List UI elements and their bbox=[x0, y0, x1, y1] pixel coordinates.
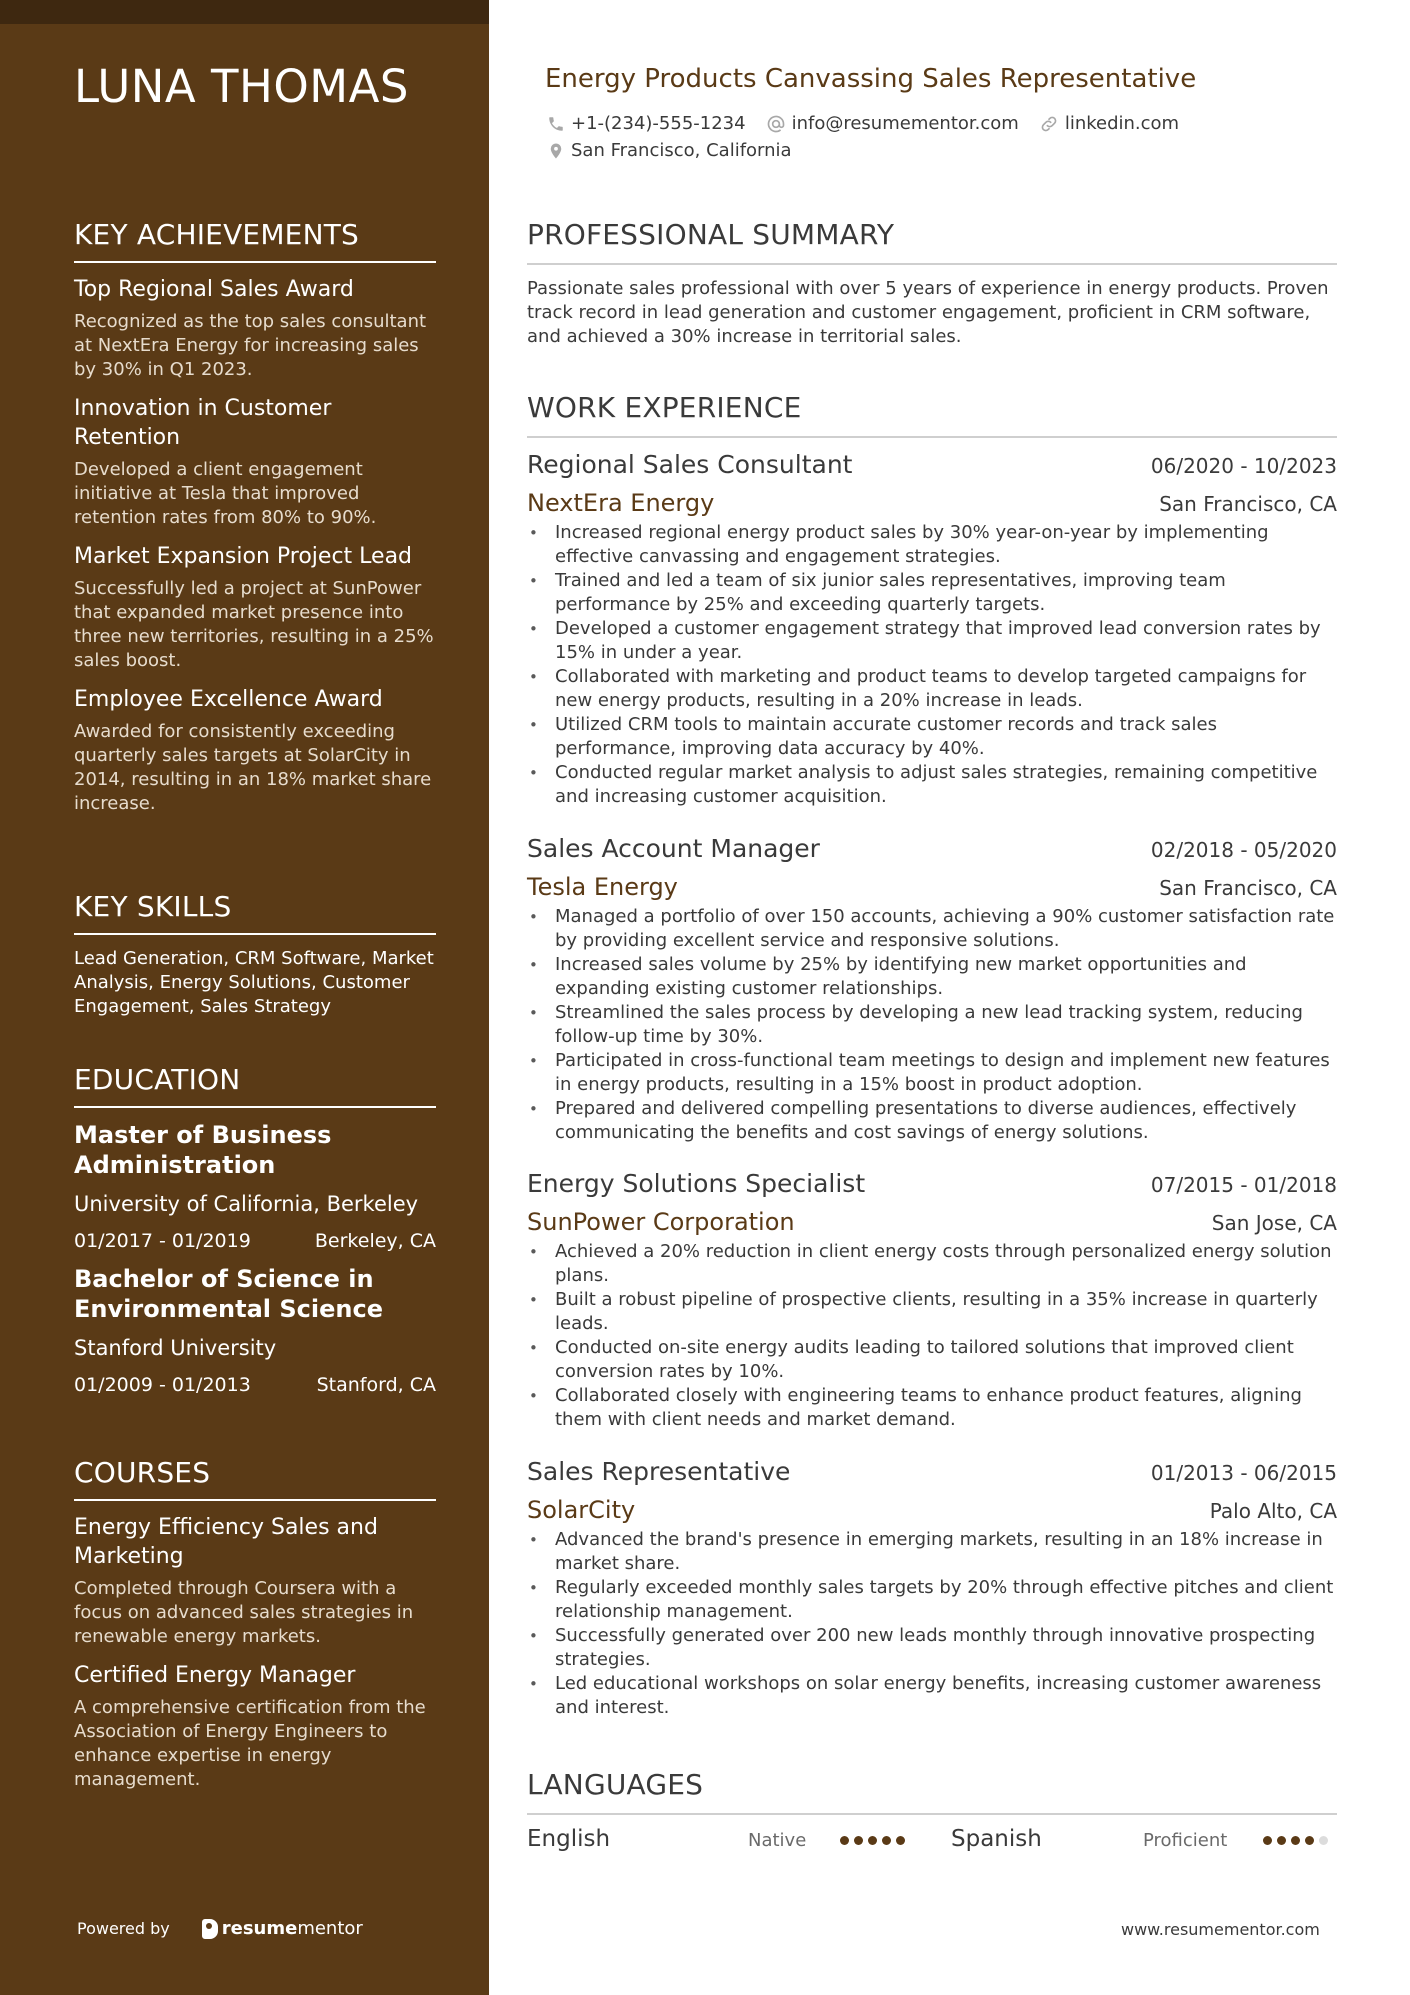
course-item bbox=[74, 1513, 436, 1649]
job-role: Regional Sales Consultant bbox=[527, 450, 853, 479]
summary-text: Passionate sales professional with over 5 years of experience in energy products. Proven track record in lead generation and customer engagement, proficient in CRM software, and achieved a 30% increase in territorial sales. bbox=[527, 278, 1329, 347]
logo-text-rest: mentor bbox=[297, 1918, 363, 1939]
course-item bbox=[74, 1661, 436, 1792]
course-title: Certified Energy Manager bbox=[74, 1663, 356, 1688]
job-entry bbox=[527, 834, 1337, 1145]
contact-location bbox=[547, 140, 792, 161]
rating-dot-empty bbox=[1319, 1836, 1328, 1845]
education-degree: Master of Business Administration bbox=[74, 1121, 332, 1179]
contact-phone[interactable] bbox=[547, 113, 746, 134]
job-role: Sales Representative bbox=[527, 1457, 791, 1486]
achievement-desc: Successfully led a project at SunPower that expanded market presence into three new territories, resulting in a 25% sales boost. bbox=[74, 578, 434, 671]
job-company-row bbox=[527, 873, 1337, 901]
job-bullet: • Prepared and delivered compelling presentations to diverse audiences, effectively communicating the benefits and cost savings of energy solutions. bbox=[527, 1097, 1337, 1145]
job-bullet: • Increased sales volume by 25% by identifying new market opportunities and expanding existing customer relationships. bbox=[527, 953, 1337, 1001]
rating-dot-filled bbox=[1277, 1836, 1286, 1845]
job-bullet: • Utilized CRM tools to maintain accurate customer records and track sales performance, improving data accuracy by 40%. bbox=[527, 713, 1337, 761]
achievement-title: Innovation in Customer Retention bbox=[74, 396, 332, 450]
achievement-title: Market Expansion Project Lead bbox=[74, 544, 413, 569]
footer-url[interactable]: www.resumementor.com bbox=[1121, 1920, 1320, 1939]
job-entry bbox=[527, 1169, 1337, 1432]
education-school: Stanford University bbox=[74, 1336, 277, 1360]
language-name: Spanish bbox=[951, 1826, 1042, 1852]
experience-title: WORK EXPERIENCE bbox=[527, 391, 1337, 438]
job-bullet: • Trained and led a team of six junior sales representatives, improving team performance by 25% and exceeding quarterly targets. bbox=[527, 569, 1337, 617]
contact-email[interactable] bbox=[766, 113, 1019, 134]
courses-section bbox=[74, 1456, 436, 1792]
skills-list: Lead Generation, CRM Software, Market Analysis, Energy Solutions, Customer Engagement, Sales Strategy bbox=[74, 948, 434, 1017]
achievement-desc: Awarded for consistently exceeding quarterly sales targets at SolarCity in 2014, resulting in an 18% market share increase. bbox=[74, 721, 432, 814]
linkedin-text: linkedin.com bbox=[1064, 113, 1180, 134]
rating-dot-filled bbox=[854, 1836, 863, 1845]
language-level: Proficient bbox=[1143, 1830, 1228, 1851]
language-name: English bbox=[527, 1826, 611, 1852]
job-bullets bbox=[527, 905, 1337, 1145]
achievement-item bbox=[74, 542, 436, 673]
job-company-row bbox=[527, 1208, 1337, 1236]
achievements-section bbox=[74, 218, 436, 816]
education-meta bbox=[74, 1230, 436, 1252]
job-dates: 07/2015 - 01/2018 bbox=[1150, 1173, 1337, 1197]
job-header bbox=[527, 1169, 1337, 1198]
job-entry bbox=[527, 450, 1337, 809]
location-text: San Francisco, California bbox=[571, 140, 792, 161]
job-role: Energy Solutions Specialist bbox=[527, 1169, 866, 1198]
job-header bbox=[527, 1457, 1337, 1486]
job-dates: 01/2013 - 06/2015 bbox=[1150, 1461, 1337, 1485]
job-bullet: • Streamlined the sales process by developing a new lead tracking system, reducing follow-up time by 30%. bbox=[527, 1001, 1337, 1049]
job-company: Tesla Energy bbox=[527, 873, 678, 901]
education-dates: 01/2017 - 01/2019 bbox=[74, 1230, 251, 1252]
achievement-title: Employee Excellence Award bbox=[74, 687, 383, 712]
job-bullet: • Increased regional energy product sales by 30% year-on-year by implementing effective canvassing and engagement strategies. bbox=[527, 521, 1337, 569]
course-desc: A comprehensive certification from the Association of Energy Engineers to enhance expertise in energy management. bbox=[74, 1697, 426, 1790]
job-bullet: • Built a robust pipeline of prospective clients, resulting in a 35% increase in quarterly leads. bbox=[527, 1288, 1337, 1336]
job-bullet: • Developed a customer engagement strategy that improved lead conversion rates by 15% in under a year. bbox=[527, 617, 1337, 665]
job-company-row bbox=[527, 1496, 1337, 1524]
location-pin-icon bbox=[547, 141, 565, 161]
education-location: Stanford, CA bbox=[316, 1374, 436, 1396]
contact-row bbox=[547, 113, 1199, 134]
rating-dot-filled bbox=[1263, 1836, 1272, 1845]
job-bullet: • Advanced the brand's presence in emerging markets, resulting in an 18% increase in market share. bbox=[527, 1528, 1337, 1576]
job-bullet: • Achieved a 20% reduction in client energy costs through personalized energy solution plans. bbox=[527, 1240, 1337, 1288]
job-bullet: • Participated in cross-functional team meetings to design and implement new features in energy products, resulting in a 15% boost in product adoption. bbox=[527, 1049, 1337, 1097]
education-title: EDUCATION bbox=[74, 1063, 436, 1108]
at-icon bbox=[766, 114, 786, 134]
link-icon bbox=[1039, 114, 1059, 134]
education-meta bbox=[74, 1374, 436, 1396]
languages-section bbox=[527, 1768, 1337, 1815]
job-role: Sales Account Manager bbox=[527, 834, 820, 863]
education-school: University of California, Berkeley bbox=[74, 1192, 419, 1216]
contact-row-2 bbox=[547, 140, 812, 161]
job-bullets bbox=[527, 521, 1337, 809]
education-item bbox=[74, 1120, 436, 1252]
education-item bbox=[74, 1264, 436, 1396]
job-bullet: • Managed a portfolio of over 150 accounts, achieving a 90% customer satisfaction rate by providing excellent service and responsive solutions. bbox=[527, 905, 1337, 953]
job-header bbox=[527, 834, 1337, 863]
skills-section bbox=[74, 890, 436, 1019]
achievement-item bbox=[74, 394, 436, 530]
job-bullet: • Conducted on-site energy audits leading to tailored solutions that improved client conversion rates by 10%. bbox=[527, 1336, 1337, 1384]
job-bullet: • Conducted regular market analysis to adjust sales strategies, remaining competitive and increasing customer acquisition. bbox=[527, 761, 1337, 809]
job-bullets bbox=[527, 1240, 1337, 1432]
language-rating bbox=[1263, 1836, 1333, 1845]
education-location: Berkeley, CA bbox=[314, 1230, 436, 1252]
languages-title: LANGUAGES bbox=[527, 1768, 1337, 1815]
job-location: Palo Alto, CA bbox=[1209, 1499, 1337, 1523]
achievement-desc: Developed a client engagement initiative at Tesla that improved retention rates from 80% to 90%. bbox=[74, 459, 377, 528]
job-bullet: • Regularly exceeded monthly sales targets by 20% through effective pitches and client relationship management. bbox=[527, 1576, 1337, 1624]
rating-dot-filled bbox=[840, 1836, 849, 1845]
job-company-row bbox=[527, 489, 1337, 517]
rating-dot-filled bbox=[882, 1836, 891, 1845]
course-title: Energy Efficiency Sales and Marketing bbox=[74, 1515, 378, 1569]
summary-title: PROFESSIONAL SUMMARY bbox=[527, 218, 1337, 265]
achievement-title: Top Regional Sales Award bbox=[74, 277, 354, 302]
candidate-name: LUNA THOMAS bbox=[74, 60, 409, 113]
rating-dot-filled bbox=[868, 1836, 877, 1845]
job-company: SunPower Corporation bbox=[527, 1208, 795, 1236]
job-location: San Jose, CA bbox=[1211, 1211, 1337, 1235]
resumementor-logo-icon bbox=[202, 1919, 218, 1939]
job-location: San Francisco, CA bbox=[1159, 876, 1337, 900]
job-entry bbox=[527, 1457, 1337, 1720]
job-bullets bbox=[527, 1528, 1337, 1720]
rating-dot-filled bbox=[1291, 1836, 1300, 1845]
sidebar-top-bar bbox=[0, 0, 489, 24]
achievement-item bbox=[74, 685, 436, 816]
powered-by-label: Powered by bbox=[77, 1919, 170, 1938]
job-bullet: • Collaborated with marketing and product teams to develop targeted campaigns for new energy products, resulting in a 20% increase in leads. bbox=[527, 665, 1337, 713]
job-bullet: • Led educational workshops on solar energy benefits, increasing customer awareness and interest. bbox=[527, 1672, 1337, 1720]
job-bullet: • Collaborated closely with engineering teams to enhance product features, aligning them with client needs and market demand. bbox=[527, 1384, 1337, 1432]
job-bullet: • Successfully generated over 200 new leads monthly through innovative prospecting strategies. bbox=[527, 1624, 1337, 1672]
language-level: Native bbox=[748, 1830, 807, 1851]
skills-title: KEY SKILLS bbox=[74, 890, 436, 935]
job-company: NextEra Energy bbox=[527, 489, 715, 517]
languages-row bbox=[527, 1826, 1337, 1856]
rating-dot-filled bbox=[1305, 1836, 1314, 1845]
resumementor-logo[interactable] bbox=[202, 1918, 363, 1939]
achievement-desc: Recognized as the top sales consultant at NextEra Energy for increasing sales by 30% in Q1 2023. bbox=[74, 311, 427, 380]
experience-section bbox=[527, 391, 1337, 438]
logo-text-bold: resume bbox=[221, 1918, 298, 1939]
phone-text: +1-(234)-555-1234 bbox=[571, 113, 746, 134]
language-rating bbox=[840, 1836, 910, 1845]
job-dates: 06/2020 - 10/2023 bbox=[1150, 454, 1337, 478]
education-degree: Bachelor of Science in Environmental Science bbox=[74, 1265, 383, 1323]
powered-by bbox=[77, 1918, 363, 1939]
job-header bbox=[527, 450, 1337, 479]
job-dates: 02/2018 - 05/2020 bbox=[1150, 838, 1337, 862]
courses-title: COURSES bbox=[74, 1456, 436, 1501]
job-company: SolarCity bbox=[527, 1496, 636, 1524]
education-dates: 01/2009 - 01/2013 bbox=[74, 1374, 251, 1396]
email-text: info@resumementor.com bbox=[791, 113, 1019, 134]
achievement-item bbox=[74, 275, 436, 382]
phone-icon bbox=[547, 115, 565, 133]
headline: Energy Products Canvassing Sales Representative bbox=[545, 64, 1197, 94]
rating-dot-filled bbox=[896, 1836, 905, 1845]
job-location: San Francisco, CA bbox=[1159, 492, 1337, 516]
course-desc: Completed through Coursera with a focus on advanced sales strategies in renewable energy markets. bbox=[74, 1578, 414, 1647]
education-section bbox=[74, 1063, 436, 1396]
achievements-title: KEY ACHIEVEMENTS bbox=[74, 218, 436, 263]
summary-section bbox=[527, 218, 1337, 349]
contact-linkedin[interactable] bbox=[1039, 113, 1179, 134]
